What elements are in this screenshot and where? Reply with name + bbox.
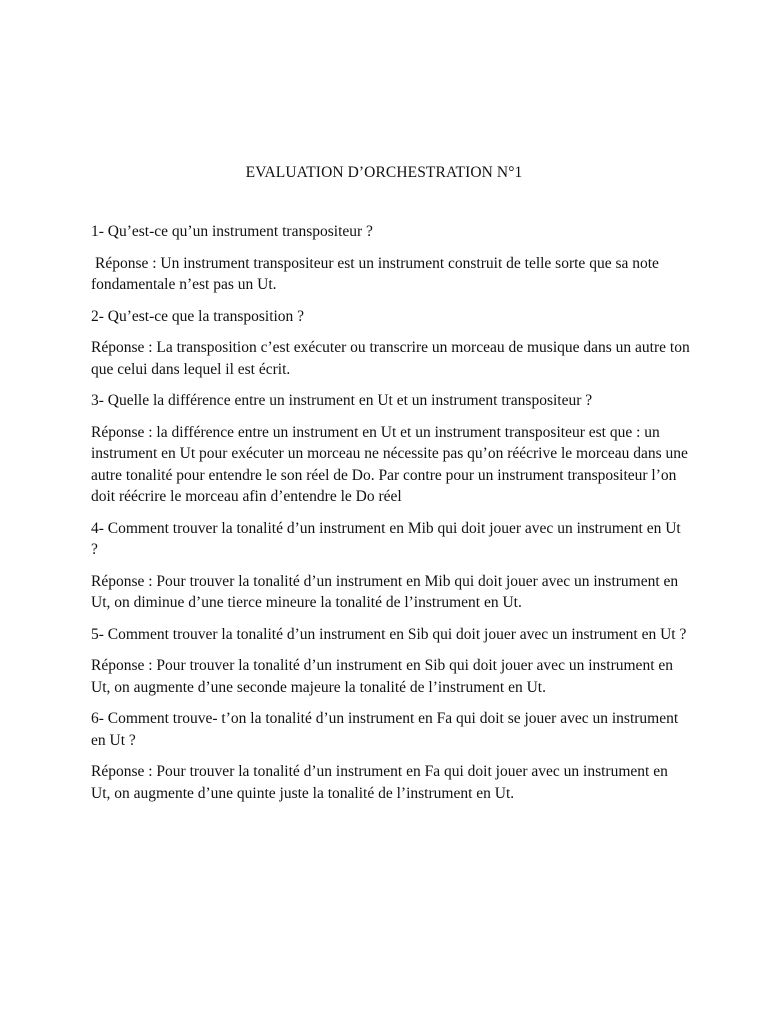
- question-3: 3- Quelle la différence entre un instrument en Ut et un instrument transpositeur ?: [91, 392, 593, 409]
- document-body: [91, 221, 691, 814]
- question-5: 5- Comment trouver la tonalité d’un instrument en Sib qui doit jouer avec un instrument en Ut ?: [91, 625, 687, 643]
- question-4: 4- Comment trouver la tonalité d’un instrument en Mib qui doit jouer avec un instrument en Ut ?: [91, 519, 681, 558]
- question-2: 2- Qu’est-ce que la transposition ?: [91, 307, 305, 325]
- answer-2: Réponse : La transposition c’est exécuter ou transcrire un morceau de musique dans un autre ton que celui dans lequel il est écrit.: [91, 339, 690, 378]
- document-title: EVALUATION D’ORCHESTRATION N°1: [245, 164, 523, 181]
- answer-4: Réponse : Pour trouver la tonalité d’un instrument en Mib qui doit jouer avec un instrument en Ut, on diminue d’une tierce mineure la tonalité de l’instrument en Ut.: [91, 572, 679, 611]
- answer-5: Réponse : Pour trouver la tonalité d’un instrument en Sib qui doit jouer avec un instrument en Ut, on augmente d’une seconde majeure la tonalité de l’instrument en Ut.: [91, 657, 673, 696]
- question-6: 6- Comment trouve- t’on la tonalité d’un instrument en Fa qui doit se jouer avec un instrument en Ut ?: [91, 710, 679, 749]
- answer-3: Réponse : la différence entre un instrument en Ut et un instrument transpositeur est que : un instrument en Ut pour exécuter un morceau ne nécessite pas qu’on réécrive le morceau dans une autre tonalité pour entendre le son réel de Do. Par contre pour un instrument transpositeur l’on doit réécrire le morceau afin d’entendre le Do réel: [91, 423, 688, 505]
- answer-1: Réponse : Un instrument transpositeur est un instrument construit de telle sorte que sa note fondamentale n’est pas un Ut.: [91, 254, 659, 293]
- answer-6: Réponse : Pour trouver la tonalité d’un instrument en Fa qui doit jouer avec un instrument en Ut, on augmente d’une quinte juste la tonalité de l’instrument en Ut.: [91, 763, 668, 802]
- question-1: 1- Qu’est-ce qu’un instrument transpositeur ?: [91, 223, 373, 240]
